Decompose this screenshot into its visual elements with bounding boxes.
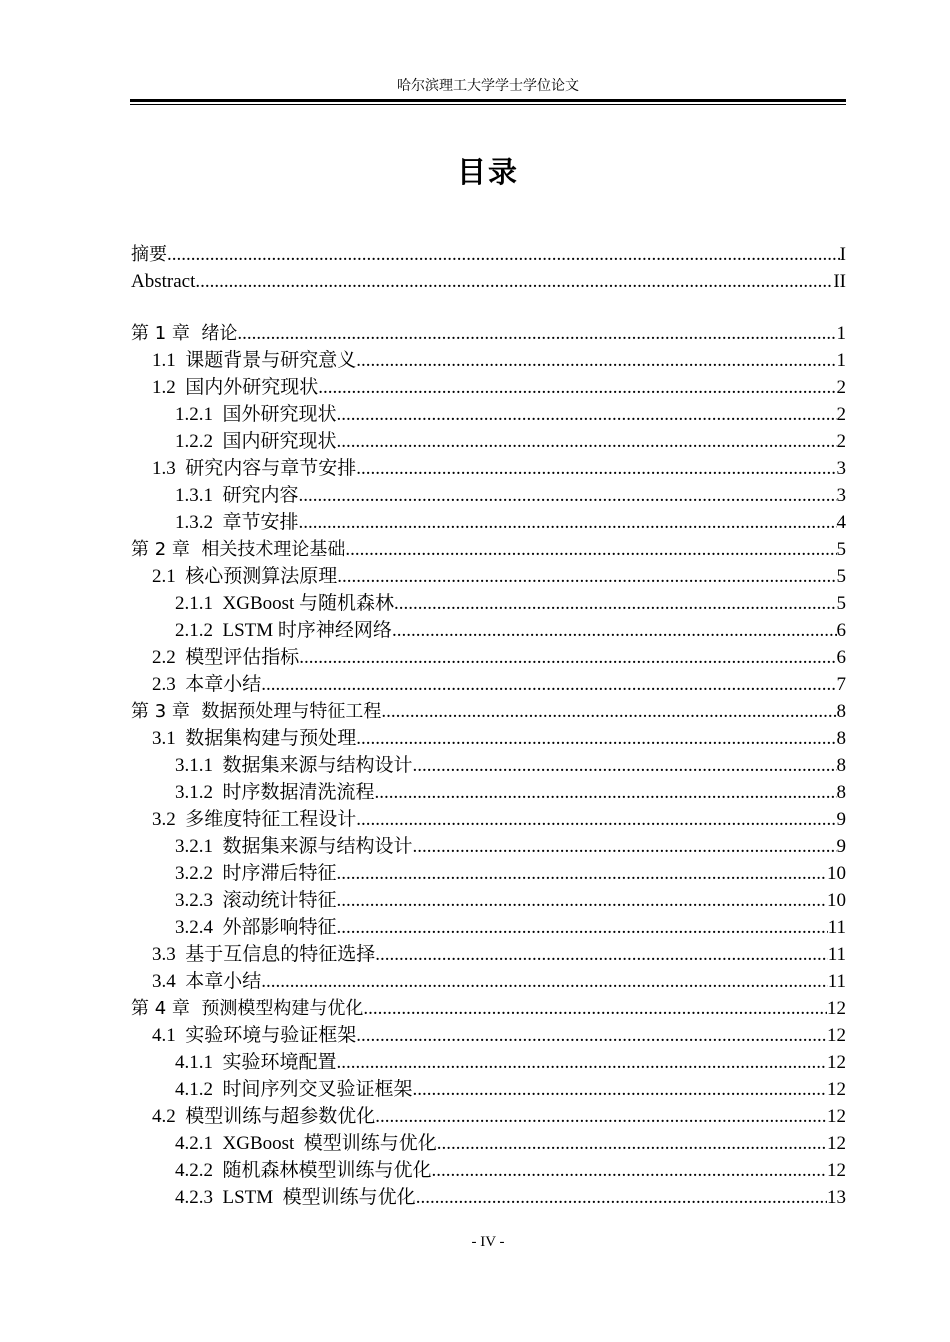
toc-entry-title: 多维度特征工程设计 — [185, 809, 357, 830]
toc-entry-page: 12 — [827, 1160, 846, 1181]
toc-entry-page: 8 — [836, 755, 846, 776]
toc-dot-leader — [299, 484, 837, 508]
toc-entry-title: 研究内容与章节安排 — [185, 458, 357, 479]
toc-entry-page: 12 — [827, 1079, 846, 1100]
toc-entry-title: 课题背景与研究意义 — [185, 350, 357, 371]
toc-entry[interactable] — [130, 1183, 846, 1210]
toc-entry[interactable] — [130, 1156, 846, 1183]
toc-entry-page: 11 — [827, 971, 846, 992]
header-rule-thin — [130, 104, 846, 105]
toc-entry-page: 12 — [827, 1052, 846, 1073]
toc-dot-leader — [394, 592, 836, 616]
toc-dot-leader — [237, 322, 836, 346]
toc-entry-number: 1.3 — [152, 458, 186, 479]
toc-entry-title: 国内外研究现状 — [185, 377, 319, 398]
toc-entry-page: 3 — [836, 485, 846, 506]
toc-entry-title: 章节安排 — [222, 512, 299, 533]
toc-dot-leader — [356, 808, 836, 832]
toc-entry-number: 4.2 — [152, 1106, 186, 1127]
toc-entry-title: 研究内容 — [222, 485, 299, 506]
toc-dot-leader — [356, 1024, 827, 1048]
toc-dot-leader — [261, 673, 836, 697]
toc-entry-page: 4 — [836, 512, 846, 533]
toc-entry[interactable] — [130, 859, 846, 886]
toc-entry-title: 时序数据清洗流程 — [222, 782, 375, 803]
toc-entry[interactable] — [130, 886, 846, 913]
toc-entry-number: 1.3.1 — [175, 485, 223, 506]
toc-entry[interactable] — [130, 267, 846, 294]
toc-entry-page: 11 — [827, 917, 846, 938]
toc-entry-title: LSTM 模型训练与优化 — [222, 1187, 416, 1208]
toc-entry-page: 12 — [827, 998, 846, 1019]
toc-entry-page: 11 — [827, 944, 846, 965]
toc-entry-number: 3.2.1 — [175, 836, 223, 857]
toc-entry-number: 1.2.2 — [175, 431, 223, 452]
toc-entry-title: 国内研究现状 — [222, 431, 337, 452]
toc-entry[interactable] — [130, 805, 846, 832]
toc-entry-title: 时间序列交叉验证框架 — [222, 1079, 413, 1100]
toc-entry-number: 1.2.1 — [175, 404, 223, 425]
toc-entry-number: 3.2.3 — [175, 890, 223, 911]
toc-entry[interactable] — [130, 589, 846, 616]
toc-entry-title: 随机森林模型训练与优化 — [222, 1160, 432, 1181]
toc-entry[interactable] — [130, 832, 846, 859]
toc-entry-title: 数据集构建与预处理 — [185, 728, 357, 749]
toc-dot-leader — [432, 1159, 827, 1183]
toc-entry-page: 8 — [836, 728, 846, 749]
toc-entry-number: 3.2.4 — [175, 917, 223, 938]
toc-entry-title: 绪论 — [201, 323, 238, 344]
toc-entry-number: 3.3 — [152, 944, 186, 965]
toc-entry-title: LSTM 时序神经网络 — [222, 620, 392, 641]
toc-dot-leader — [337, 889, 827, 913]
toc-entry-page: 12 — [827, 1133, 846, 1154]
toc-entry-number: 1.3.2 — [175, 512, 223, 533]
toc-entry[interactable] — [130, 643, 846, 670]
toc-entry-page: 5 — [836, 566, 846, 587]
toc-entry-page: 1 — [836, 323, 846, 344]
toc-dot-leader — [337, 916, 828, 940]
toc-dot-leader — [337, 403, 837, 427]
toc-entry-number: 2.1 — [152, 566, 186, 587]
toc-entry[interactable] — [130, 481, 846, 508]
toc-entry[interactable] — [130, 1021, 846, 1048]
toc-dot-leader — [356, 727, 836, 751]
toc-entry-page: 3 — [836, 458, 846, 479]
toc-entry-title: 预测模型构建与优化 — [201, 998, 364, 1019]
toc-entry[interactable] — [130, 778, 846, 805]
toc-entry-number: 第 3 章 — [131, 701, 202, 722]
toc-entry[interactable] — [130, 400, 846, 427]
toc-entry-number: 2.1.1 — [175, 593, 223, 614]
toc-dot-leader — [195, 270, 833, 294]
toc-entry-page: 2 — [836, 404, 846, 425]
toc-entry[interactable] — [130, 940, 846, 967]
toc-entry-number: 第 1 章 — [131, 323, 202, 344]
toc-entry-number: 2.1.2 — [175, 620, 223, 641]
toc-entry[interactable] — [130, 1129, 846, 1156]
toc-entry-page: 13 — [827, 1187, 846, 1208]
toc-dot-leader — [345, 538, 836, 562]
toc-dot-leader — [437, 1132, 827, 1156]
header-rule-thick — [130, 99, 846, 102]
toc-entry-page: 7 — [836, 674, 846, 695]
toc-entry[interactable] — [130, 373, 846, 400]
toc-entry-number: 4.1 — [152, 1025, 186, 1046]
toc-dot-leader — [167, 243, 840, 267]
toc-dot-leader — [375, 943, 827, 967]
toc-entry[interactable] — [130, 724, 846, 751]
toc-dot-leader — [375, 1105, 827, 1129]
toc-dot-leader — [299, 646, 836, 670]
toc-entry-page: 9 — [836, 809, 846, 830]
toc-entry-title: 数据集来源与结构设计 — [222, 755, 413, 776]
toc-dot-leader — [337, 862, 827, 886]
toc-entry[interactable] — [130, 994, 846, 1021]
toc-entry-title: 实验环境配置 — [222, 1052, 337, 1073]
toc-entry-title: 相关技术理论基础 — [201, 539, 346, 560]
toc-entry-page: 8 — [836, 782, 846, 803]
toc-entry-number: 3.4 — [152, 971, 186, 992]
toc-entry-page: 1 — [836, 350, 846, 371]
toc-entry[interactable] — [130, 1102, 846, 1129]
toc-entry-number: 1.2 — [152, 377, 186, 398]
toc-dot-leader — [416, 1186, 827, 1210]
toc-entry-number: 4.2.3 — [175, 1187, 223, 1208]
toc-entry-number: 4.1.1 — [175, 1052, 223, 1073]
toc-dot-leader — [413, 1078, 827, 1102]
toc-entry-title: 时序滞后特征 — [222, 863, 337, 884]
toc-entry[interactable] — [130, 670, 846, 697]
toc-entry-title: 数据集来源与结构设计 — [222, 836, 413, 857]
toc-entry-page: 10 — [827, 890, 846, 911]
toc-entry[interactable] — [130, 913, 846, 940]
running-header: 哈尔滨理工大学学士学位论文 — [397, 79, 579, 94]
toc-entry[interactable] — [130, 319, 846, 346]
toc-entry-page: II — [833, 271, 846, 292]
toc-dot-leader — [337, 430, 837, 454]
toc-entry-page: 2 — [836, 377, 846, 398]
toc-entry-number: 3.1.2 — [175, 782, 223, 803]
toc-entry[interactable] — [130, 454, 846, 481]
toc-entry-title: 本章小结 — [185, 971, 262, 992]
toc-entry-number: 3.2 — [152, 809, 186, 830]
toc-entry[interactable] — [130, 1075, 846, 1102]
toc-entry-number: 2.3 — [152, 674, 186, 695]
toc-entry-number: 3.2.2 — [175, 863, 223, 884]
toc-entry-page: 10 — [827, 863, 846, 884]
toc-entry[interactable] — [130, 562, 846, 589]
toc-entry-page: 8 — [836, 701, 846, 722]
toc-entry-page: 5 — [836, 593, 846, 614]
toc-dot-leader — [356, 457, 836, 481]
toc-dot-leader — [413, 835, 837, 859]
toc-entry-number: Abstract — [131, 271, 196, 292]
toc-entry-title: 本章小结 — [185, 674, 262, 695]
toc-entry-number: 4.2.2 — [175, 1160, 223, 1181]
toc-dot-leader — [375, 781, 837, 805]
toc-dot-leader — [261, 970, 827, 994]
toc-entry-number: 第 4 章 — [131, 998, 202, 1019]
toc-dot-leader — [299, 511, 837, 535]
toc-entry[interactable] — [130, 751, 846, 778]
toc-entry-title: 外部影响特征 — [222, 917, 337, 938]
toc-entry-title: 实验环境与验证框架 — [185, 1025, 357, 1046]
toc-dot-leader — [337, 565, 836, 589]
toc-entry-page: 9 — [836, 836, 846, 857]
toc-entry-title: XGBoost 模型训练与优化 — [222, 1133, 437, 1154]
toc-dot-leader — [363, 997, 827, 1021]
toc-entry-page: 12 — [827, 1106, 846, 1127]
toc-entry-number: 1.1 — [152, 350, 186, 371]
toc-entry-number: 4.2.1 — [175, 1133, 223, 1154]
toc-entry[interactable] — [130, 1048, 846, 1075]
toc-dot-leader — [337, 1051, 827, 1075]
toc-entry-page: 6 — [836, 620, 846, 641]
toc-entry-number: 摘要 — [131, 244, 167, 265]
toc-dot-leader — [356, 349, 836, 373]
toc-entry-page: 5 — [836, 539, 846, 560]
toc-entry[interactable] — [130, 240, 846, 267]
toc-entry-page: I — [839, 244, 846, 265]
toc-dot-leader — [381, 700, 836, 724]
table-of-contents — [130, 240, 846, 1210]
toc-entry-title: 模型评估指标 — [185, 647, 300, 668]
toc-entry-number: 3.1.1 — [175, 755, 223, 776]
toc-entry-page: 2 — [836, 431, 846, 452]
toc-entry-number: 4.1.2 — [175, 1079, 223, 1100]
toc-entry-title: 数据预处理与特征工程 — [201, 701, 382, 722]
toc-entry-title: 核心预测算法原理 — [185, 566, 338, 587]
page-title: 目录 — [456, 155, 519, 189]
toc-dot-leader — [392, 619, 837, 643]
toc-entry[interactable] — [130, 697, 846, 724]
toc-entry-title: XGBoost 与随机森林 — [222, 593, 395, 614]
toc-entry-title: 模型训练与超参数优化 — [185, 1106, 376, 1127]
toc-entry[interactable] — [130, 616, 846, 643]
toc-entry[interactable] — [130, 346, 846, 373]
toc-entry-number: 2.2 — [152, 647, 186, 668]
page-number-footer: - IV - — [471, 1234, 505, 1250]
toc-entry[interactable] — [130, 508, 846, 535]
toc-entry-number: 第 2 章 — [131, 539, 202, 560]
toc-entry-title: 基于互信息的特征选择 — [185, 944, 376, 965]
toc-entry-title: 国外研究现状 — [222, 404, 337, 425]
toc-entry[interactable] — [130, 535, 846, 562]
toc-entry-number: 3.1 — [152, 728, 186, 749]
toc-entry-title: 滚动统计特征 — [222, 890, 337, 911]
toc-entry-page: 12 — [827, 1025, 846, 1046]
toc-dot-leader — [413, 754, 837, 778]
toc-dot-leader — [318, 376, 836, 400]
toc-entry-page: 6 — [836, 647, 846, 668]
toc-entry[interactable] — [130, 967, 846, 994]
toc-entry[interactable] — [130, 427, 846, 454]
